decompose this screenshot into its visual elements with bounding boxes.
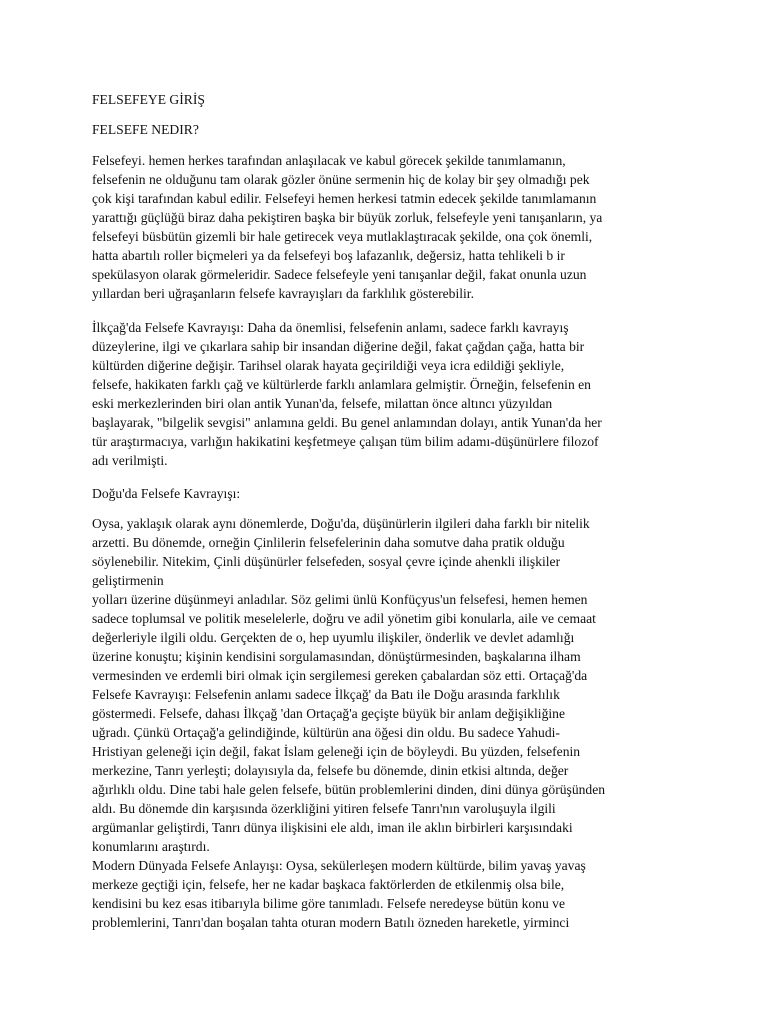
section-heading-dogu: Doğu'da Felsefe Kavrayışı: <box>92 486 241 501</box>
text-line: tür araştırmacıya, varlığın hakikatini keşfetmeye çalışan tüm bilim adamı-düşünürlere filozof <box>92 434 599 449</box>
text-line: yolları üzerine düşünmeyi anladılar. Söz gelimi ünlü Konfüçyus'un felsefesi, hemen hemen <box>92 592 588 607</box>
text-line: uğradı. Çünkü Ortaçağ'a gelindiğinde, kültürün ana öğesi din oldu. Bu sadece Yahudi- <box>92 725 560 740</box>
text-line: başlayarak, "bilgelik sevgisi" anlamına geldi. Bu genel anlamından dolayı, antik Yunan'da her <box>92 415 602 430</box>
paragraph-ilkcag <box>92 318 692 470</box>
text-line: arzetti. Bu dönemde, orneğin Çinlilerin felsefelerinin daha somutve daha pratik olduğu <box>92 535 565 550</box>
text-line: adı verilmişti. <box>92 453 168 468</box>
text-line: vermesinden ve erdemli biri olmak için sergilemesi gereken çabalardan söz etti. Ortaçağ'da <box>92 668 588 683</box>
text-line: yıllardan beri uğraşanların felsefe kavrayışları da farklılık gösterebilir. <box>92 286 474 301</box>
text-line: spekülasyon olarak görmeleridir. Sadece felsefeyle yeni tanışanlar değil, fakat onunla uzun <box>92 267 587 282</box>
text-line: kendisini bu kez esas itibarıyla bilime göre tanımladı. Felsefe neredeyse bütün konu ve <box>92 896 566 911</box>
text-line: geliştirmenin <box>92 573 164 588</box>
text-line: merkeze geçtiği için, felsefe, her ne kadar başkaca faktörlerden de etkilenmiş olsa bile, <box>92 877 565 892</box>
text-line: Oysa, yaklaşık olarak aynı dönemlerde, Doğu'da, düşünürlerin ilgileri daha farklı bir nitelik <box>92 516 590 531</box>
text-line: argümanlar geliştirdi, Tanrı dünya ilişkisini ele aldı, iman ile aklın birbirleri karşısındaki <box>92 820 573 835</box>
text-line: çok kişi tarafından kabul edilir. Felsefeyi hemen herkesi tatmin edecek şekilde tanımlamanın <box>92 191 597 206</box>
text-line: Modern Dünyada Felsefe Anlayışı: Oysa, sekülerleşen modern kültürde, bilim yavaş yavaş <box>92 858 586 873</box>
text-line: felsefenin ne olduğunu tam olarak gözler önüne sermenin hiç de kolay bir şey olmadığı pek <box>92 172 590 187</box>
text-line: Hristiyan geleneği için değil, fakat İslam geleneği için de böyleydi. Bu yüzden, felsefenin <box>92 744 581 759</box>
text-line: yarattığı güçlüğü biraz daha pekiştiren başka bir büyük zorluk, felsefeyle yeni tanışanların, ya <box>92 210 603 225</box>
document-title: FELSEFEYE GİRİŞ <box>92 92 205 107</box>
text-line: göstermedi. Felsefe, dahası İlkçağ 'dan Ortaçağ'a geçişte büyük bir anlam değişikliğine <box>92 706 565 721</box>
text-line: sadece toplumsal ve politik meselelerle, doğru ve adil yönetim gibi konularla, aile ve cemaat <box>92 611 596 626</box>
text-line: konumlarını araştırdı. <box>92 839 210 854</box>
text-line: problemlerini, Tanrı'dan boşalan tahta oturan modern Batılı özneden hareketle, yirminci <box>92 915 570 930</box>
text-line: merkezine, Tanrı yerleşti; dolayısıyla da, felsefe bu dönemde, dinin etkisi altında, değer <box>92 763 569 778</box>
text-line: üzerine konuştu; kişinin kendisini sorgulamasından, dönüştürmesinden, başkalarına ilham <box>92 649 581 664</box>
text-line: Felsefe Kavrayışı: Felsefenin anlamı sadece İlkçağ' da Batı ile Doğu arasında farklılık <box>92 687 560 702</box>
text-line: hatta abartılı roller biçmeleri ya da felsefeyi boş lafazanlık, değersiz, hatta tehlikeli b ir <box>92 248 565 263</box>
text-line: felsefe, hakikaten farklı çağ ve kültürlerde farklı anlamlara gelmiştir. Örneğin, felsefenin en <box>92 377 591 392</box>
text-line: söylenebilir. Nitekim, Çinli düşünürler felsefeden, sosyal çevre içinde ahenkli ilişkiler <box>92 554 561 569</box>
text-line: değerleriyle ilgili oldu. Gerçekten de o, hep uyumlu ilişkiler, önderlik ve devlet adamlığı <box>92 630 575 645</box>
text-line: düzeylerine, ilgi ve çıkarlara sahip bir insandan diğerine değil, fakat çağdan çağa, hatta bir <box>92 339 585 354</box>
text-line: Felsefeyi. hemen herkes tarafından anlaşılacak ve kabul görecek şekilde tanımlamanın, <box>92 153 566 168</box>
text-line: aldı. Bu dönemde din karşısında özerkliğini yitiren felsefe Tanrı'nın varoluşuyla ilgili <box>92 801 556 816</box>
paragraph-felsefe-tanimi <box>92 151 692 303</box>
paragraph-dogu-ortacag-modern <box>92 514 692 932</box>
document-subtitle: FELSEFE NEDIR? <box>92 122 199 137</box>
text-line: eski merkezlerinden biri olan antik Yunan'da, felsefe, milattan önce altıncı yüzyıldan <box>92 396 553 411</box>
text-line: ağırlıklı oldu. Dine tabi hale gelen felsefe, bütün problemlerini dinden, dini dünya görüşünden <box>92 782 606 797</box>
text-line: felsefeyi büsbütün gizemli bir hale getirecek veya mutlaklaştıracak şekilde, ona çok önemli, <box>92 229 593 244</box>
text-line: İlkçağ'da Felsefe Kavrayışı: Daha da önemlisi, felsefenin anlamı, sadece farklı kavrayış <box>92 320 569 335</box>
text-line: kültürden diğerine değişir. Tarihsel olarak hayata geçirildiği veya icra edildiği şekliyle, <box>92 358 565 373</box>
